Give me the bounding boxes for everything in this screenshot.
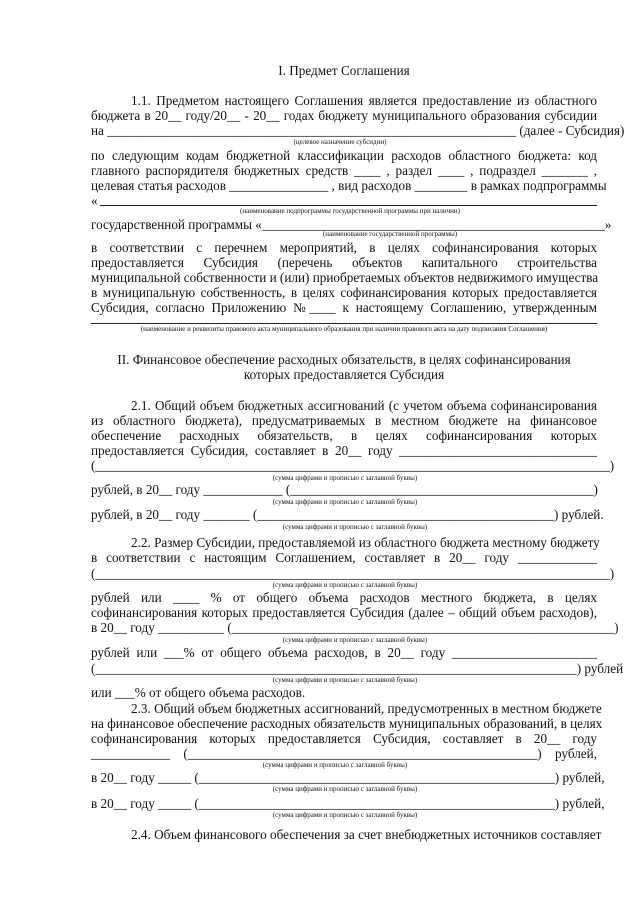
paragraph-1-1-line: по следующим кодам бюджетной классификации расходов областного бюджета: код <box>91 148 597 163</box>
caption-sum: (сумма цифрами и прописью с заглавной буквы) <box>272 811 418 819</box>
section-2-title: которых предоставляется Субсидия <box>243 367 445 382</box>
paragraph-2-2-line: рублей или ____ % от общего объема расходов местного бюджета, в целях <box>91 590 597 605</box>
paragraph-1-1-line: целевая статья расходов _______________ , вид расходов ________ в рамках подпрограммы <box>91 178 607 193</box>
paragraph-2-1-line: предоставляется Субсидия, составляет в 20__ году ______________________________ <box>91 443 597 458</box>
caption-sum: (сумма цифрами и прописью с заглавной буквы) <box>272 785 418 793</box>
caption-sum: (сумма цифрами и прописью с заглавной буквы) <box>272 581 418 589</box>
paragraph-1-1-line: в соответствии с перечнем мероприятий, в целях софинансирования которых <box>91 240 597 255</box>
caption-subprogram: (наименование подпрограммы государственной программы при наличии) <box>240 207 460 215</box>
paragraph-2-3-line: софинансирования которых предоставляется Субсидия, составляет в 20__ году <box>91 731 597 746</box>
paragraph-1-1-line: муниципальной собственности и (или) приобретаемых объектов недвижимого имущества <box>91 270 599 285</box>
caption-program: (наименование государственной программы) <box>322 230 458 238</box>
subprogram-quote: « <box>91 193 98 208</box>
paragraph-2-2-line: рублей или ___% от общего объема расходов, в 20__ году ______________________ <box>91 645 597 660</box>
paragraph-2-1-line: (______________________________________________________________________________) <box>91 458 615 473</box>
state-program-line: государственной программы «____________________________________________________» <box>91 217 612 232</box>
paragraph-2-2-line: в 20__ году __________ (__________________________________________________________) <box>91 620 619 635</box>
section-2-title: II. Финансовое обеспечение расходных обязательств, в целях софинансирования <box>117 352 571 367</box>
subprogram-blank-line <box>100 205 597 206</box>
paragraph-2-1-line: 2.1. Общий объем бюджетных ассигнований (с учетом объема софинансирования <box>131 398 597 413</box>
caption-purpose: (целевое назначение субсидии) <box>293 138 387 146</box>
paragraph-1-1-line: в муниципальную собственность, в целях софинансирования которых предоставляется <box>91 285 597 300</box>
paragraph-2-1-line: рублей, в 20__ году ____________ (______________________________________________) <box>91 482 598 497</box>
paragraph-2-3-line: 2.3. Общий объем бюджетных ассигнований, предусмотренных в местном бюджете <box>131 701 602 716</box>
paragraph-2-2-line: или ___% от общего объема расходов. <box>91 685 306 700</box>
paragraph-2-2-line: (______________________________________________________________________________) <box>91 566 615 581</box>
paragraph-2-3-line: ____________ (_____________________________________________________) рублей, <box>91 746 597 761</box>
paragraph-2-1-line: обеспечение расходных обязательств, в целях софинансирования которых <box>91 428 597 443</box>
paragraph-1-1-line: Субсидия, согласно Приложению №____ к настоящему Соглашению, утвержденным <box>91 300 597 315</box>
paragraph-2-2-line: софинансирования которых предоставляется Субсидия (далее – общий объем расходов), <box>91 605 597 620</box>
paragraph-1-1-line: на ______________________________________________________________ (далее - Субсидия) <box>91 123 625 138</box>
paragraph-2-3-line: в 20__ году _____ (______________________________________________________) рублей, <box>91 770 605 785</box>
caption-sum: (сумма цифрами и прописью с заглавной буквы) <box>272 474 418 482</box>
caption-legal-act: (наименование и реквизиты правового акта муниципального образования при наличии правового акта на дату подписания Соглашения) <box>140 325 548 333</box>
paragraph-1-1-line: бюджета в 20__ году/20__ - 20__ годах бюджету муниципального образования субсидии <box>91 108 597 123</box>
caption-sum: (сумма цифрами и прописью с заглавной буквы) <box>282 636 428 644</box>
paragraph-2-2-line: (_________________________________________________________________________) рублей <box>91 661 624 676</box>
paragraph-2-1-line: из областного бюджета), предусматриваемых в местном бюджете на финансовое <box>91 413 597 428</box>
paragraph-1-1-line: 1.1. Предметом настоящего Соглашения является предоставление из областного <box>131 93 597 108</box>
section-1-title: I. Предмет Соглашения <box>278 63 410 78</box>
paragraph-2-3-line: в 20__ году _____ (______________________________________________________) рублей, <box>91 796 605 811</box>
caption-sum: (сумма цифрами и прописью с заглавной буквы) <box>282 523 428 531</box>
paragraph-1-1-line: главного распорядителя бюджетных средств ____ , раздел ____ , подраздел _______ , <box>91 163 597 178</box>
caption-sum: (сумма цифрами и прописью с заглавной буквы) <box>272 676 418 684</box>
caption-sum: (сумма цифрами и прописью с заглавной буквы) <box>262 761 408 769</box>
paragraph-2-3-line: на финансовое обеспечение расходных обязательств муниципальных образований, в целях <box>91 716 603 731</box>
paragraph-2-1-line: рублей, в 20__ году _______ (_____________________________________________) рублей. <box>91 507 604 522</box>
paragraph-2-2-line: в соответствии с настоящим Соглашением, составляет в 20__ году ____________ <box>91 550 597 565</box>
legal-act-blank-line <box>91 323 597 324</box>
caption-sum: (сумма цифрами и прописью с заглавной буквы) <box>272 498 418 506</box>
paragraph-1-1-line: предоставляется Субсидия (перечень объектов капитального строительства <box>91 255 597 270</box>
paragraph-2-4-line: 2.4. Объем финансового обеспечения за счет внебюджетных источников составляет <box>131 827 602 842</box>
paragraph-2-2-line: 2.2. Размер Субсидии, предоставляемой из областного бюджета местному бюджету <box>131 535 600 550</box>
